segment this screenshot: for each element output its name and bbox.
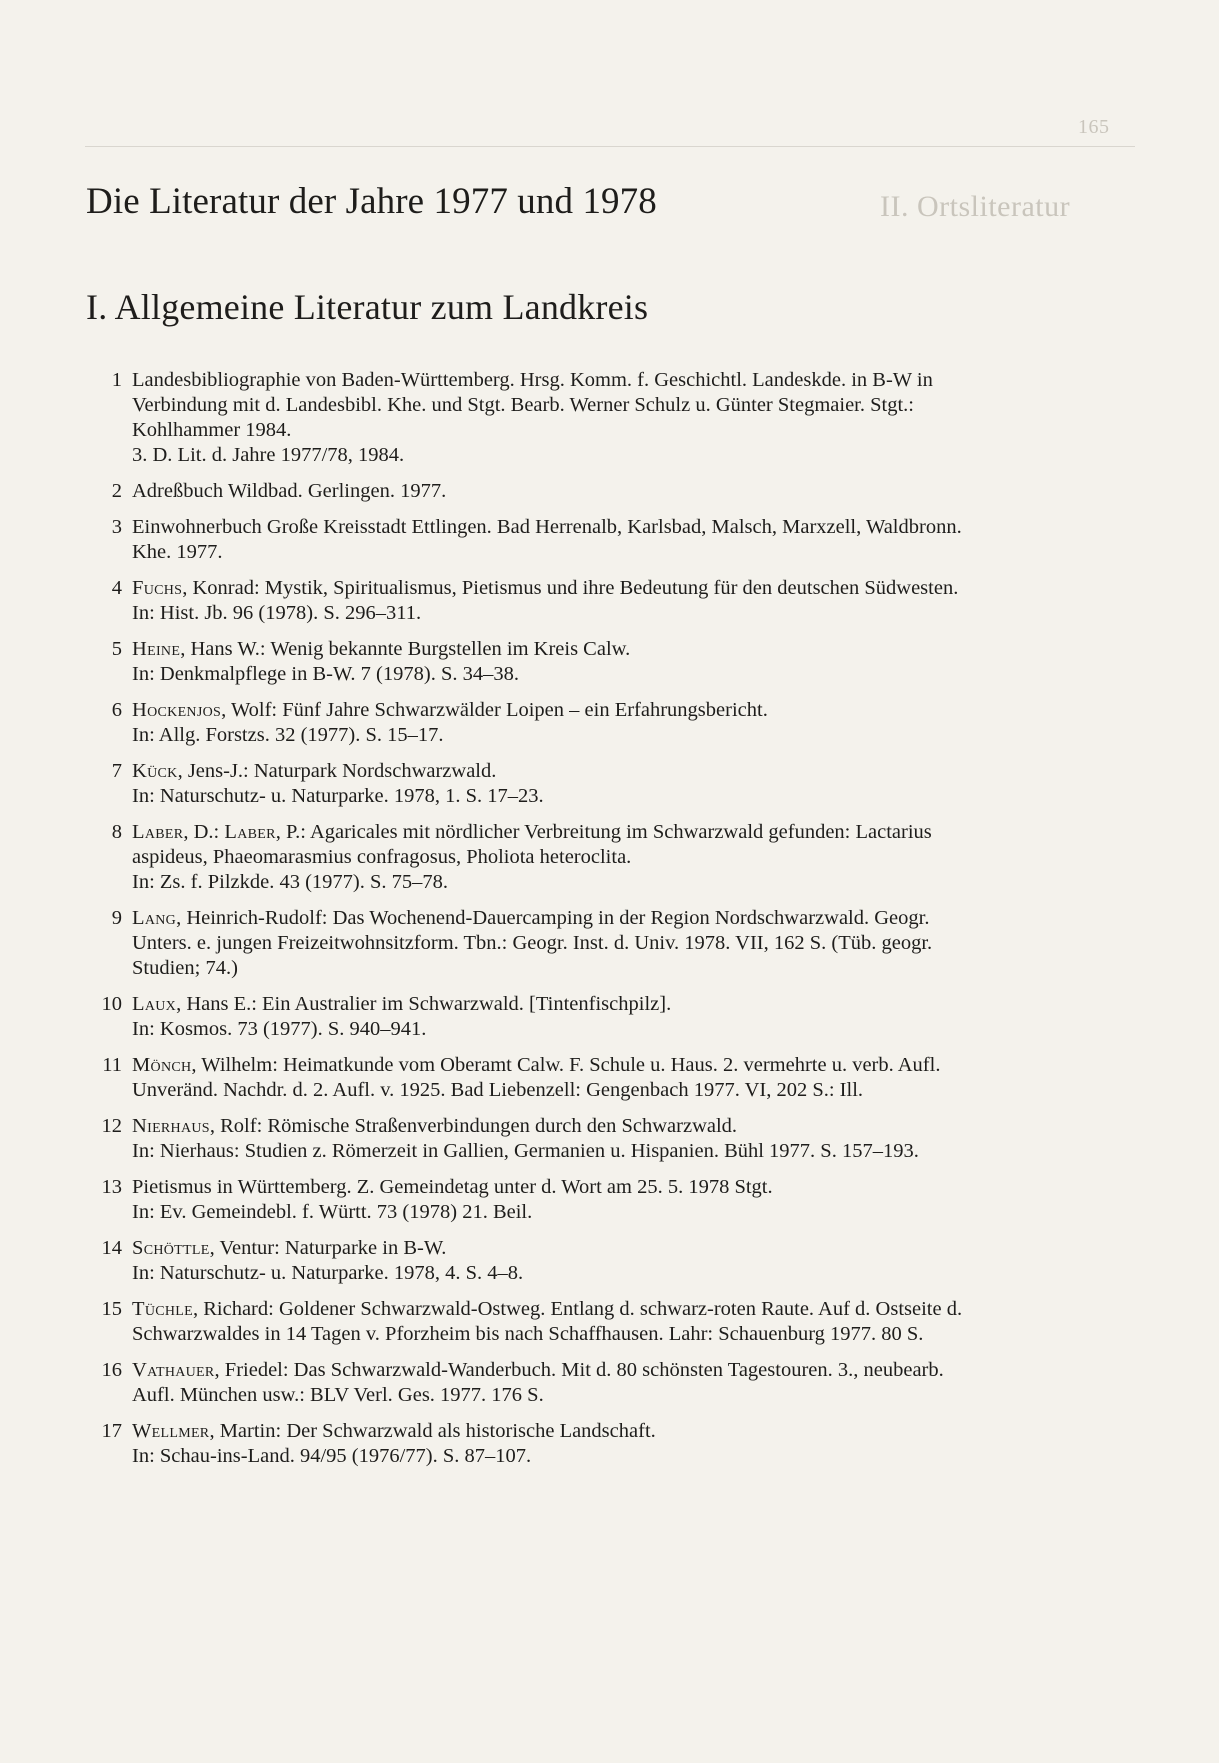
entry-line	[132, 1419, 1120, 1444]
entry-line-text: , Wilhelm: Heimatkunde vom Oberamt Calw. F. Schule u. Haus. 2. vermehrte u. verb. Aufl.	[191, 1054, 941, 1076]
bibliography-entry	[86, 1053, 1120, 1103]
page-title: Die Literatur der Jahre 1977 und 1978	[86, 181, 657, 222]
entry-text	[132, 1114, 1120, 1164]
bibliography-entry	[86, 1175, 1120, 1225]
entry-line: Landesbibliographie von Baden-Württemberg. Hrsg. Komm. f. Geschichtl. Landeskde. in B-W in	[132, 369, 933, 391]
author-surname: Nierhaus	[132, 1115, 210, 1137]
entry-number: 6	[111, 699, 122, 721]
entry-text	[132, 1236, 1120, 1286]
bibliography-entry	[86, 759, 1120, 809]
entry-number: 5	[111, 638, 122, 660]
entry-line: In: Zs. f. Pilzkde. 43 (1977). S. 75–78.	[132, 871, 449, 893]
entry-line: In: Nierhaus: Studien z. Römerzeit in Gallien, Germanien u. Hispanien. Bühl 1977. S. 157–193.	[132, 1140, 919, 1162]
bibliography-entry	[86, 820, 1120, 895]
entry-line: Unters. e. jungen Freizeitwohnsitzform. Tbn.: Geogr. Inst. d. Univ. 1978. VII, 162 S. (Tüb. geogr.	[132, 932, 933, 954]
author-surname: Kück	[132, 760, 178, 782]
entry-number: 3	[111, 516, 122, 538]
header-rule	[85, 146, 1135, 147]
bibliography-list	[86, 368, 1120, 1480]
entry-line: aspideus, Phaeomarasmius confragosus, Pholiota heteroclita.	[132, 846, 632, 868]
bibliography-entry	[86, 906, 1120, 981]
entry-number: 14	[101, 1237, 122, 1259]
section-heading: I. Allgemeine Literatur zum Landkreis	[86, 287, 649, 327]
entry-line: Studien; 74.)	[132, 957, 238, 979]
bibliography-entry	[86, 576, 1120, 626]
bibliography-entry	[86, 1419, 1120, 1469]
entry-line: Verbindung mit d. Landesbibl. Khe. und Stgt. Bearb. Werner Schulz u. Günter Stegmaier. Stgt.:	[132, 394, 914, 416]
entry-number: 15	[101, 1298, 122, 1320]
entry-text	[132, 820, 1120, 895]
author-surname: Vathauer	[132, 1359, 215, 1381]
entry-line	[132, 820, 1120, 845]
author-surname: Schöttle	[132, 1237, 210, 1259]
entry-line: In: Schau-ins-Land. 94/95 (1976/77). S. 87–107.	[132, 1445, 532, 1467]
entry-line: In: Ev. Gemeindebl. f. Württ. 73 (1978) 21. Beil.	[132, 1201, 533, 1223]
author-surname: Fuchs	[132, 577, 183, 599]
entry-line-text: , Wolf: Fünf Jahre Schwarzwälder Loipen – ein Erfahrungsbericht.	[221, 699, 768, 721]
entry-text	[132, 1419, 1120, 1469]
bleed-through-page-number: 165	[1078, 116, 1110, 138]
entry-line	[132, 759, 1120, 784]
author-surname: Tüchle	[132, 1298, 193, 1320]
entry-number: 9	[111, 907, 122, 929]
entry-number: 13	[101, 1176, 122, 1198]
bibliography-entry	[86, 1297, 1120, 1347]
entry-line	[132, 1114, 1120, 1139]
entry-line	[132, 906, 1120, 931]
author-surname: Heine	[132, 638, 181, 660]
entry-text	[132, 759, 1120, 809]
bibliography-entry	[86, 1114, 1120, 1164]
author-surname: Laber	[224, 821, 276, 843]
bibliography-entry	[86, 515, 1120, 565]
entry-text	[132, 576, 1120, 626]
entry-line-text: , Friedel: Das Schwarzwald-Wanderbuch. Mit d. 80 schönsten Tagestouren. 3., neubearb.	[214, 1359, 944, 1381]
entry-line: Einwohnerbuch Große Kreisstadt Ettlingen. Bad Herrenalb, Karlsbad, Malsch, Marxzell, Waldbronn.	[132, 516, 962, 538]
bleed-through-section-heading: II. Ortsliteratur	[880, 190, 1071, 223]
entry-text	[132, 1297, 1120, 1347]
entry-line-text: , Rolf: Römische Straßenverbindungen durch den Schwarzwald.	[209, 1115, 738, 1137]
entry-line-text: , Heinrich-Rudolf: Das Wochenend-Dauercamping in der Region Nordschwarzwald. Geogr.	[176, 907, 930, 929]
bibliography-entry	[86, 1236, 1120, 1286]
entry-number: 16	[101, 1359, 122, 1381]
entry-line-text: , P.: Agaricales mit nördlicher Verbreitung im Schwarzwald gefunden: Lactarius	[275, 821, 932, 843]
author-surname: Hockenjos	[132, 699, 222, 721]
entry-line-text: , Jens-J.: Naturpark Nordschwarzwald.	[177, 760, 497, 782]
entry-number: 17	[101, 1420, 122, 1442]
entry-text	[132, 992, 1120, 1042]
entry-line	[132, 1358, 1120, 1383]
entry-line-text: , Hans W.: Wenig bekannte Burgstellen im Kreis Calw.	[180, 638, 631, 660]
entry-line	[132, 1236, 1120, 1261]
entry-text	[132, 906, 1120, 981]
author-surname: Laux	[132, 993, 177, 1015]
entry-line: Unveränd. Nachdr. d. 2. Aufl. v. 1925. Bad Liebenzell: Gengenbach 1977. VI, 202 S.: Ill.	[132, 1079, 864, 1101]
entry-line: Schwarzwaldes in 14 Tagen v. Pforzheim bis nach Schaffhausen. Lahr: Schauenburg 1977. 80 S.	[132, 1323, 924, 1345]
entry-line: In: Denkmalpflege in B-W. 7 (1978). S. 34–38.	[132, 663, 519, 685]
entry-line-text: , Martin: Der Schwarzwald als historische Landschaft.	[209, 1420, 656, 1442]
entry-text	[132, 515, 1120, 565]
entry-line-text: , D.:	[183, 821, 225, 843]
author-surname: Laber	[132, 821, 184, 843]
entry-line: In: Hist. Jb. 96 (1978). S. 296–311.	[132, 602, 422, 624]
entry-line: Pietismus in Württemberg. Z. Gemeindetag unter d. Wort am 25. 5. 1978 Stgt.	[132, 1176, 773, 1198]
bibliography-entry	[86, 637, 1120, 687]
entry-number: 4	[111, 577, 122, 599]
entry-line	[132, 637, 1120, 662]
entry-line	[132, 1053, 1120, 1078]
entry-number: 2	[111, 480, 122, 502]
entry-line: Adreßbuch Wildbad. Gerlingen. 1977.	[132, 480, 447, 502]
entry-number: 1	[111, 369, 122, 391]
author-surname: Lang	[132, 907, 177, 929]
author-surname: Wellmer	[132, 1420, 210, 1442]
entry-line-text: , Konrad: Mystik, Spiritualismus, Pietismus und ihre Bedeutung für den deutschen Südwesten.	[182, 577, 959, 599]
entry-text	[132, 479, 1120, 504]
bibliography-entry	[86, 992, 1120, 1042]
entry-text	[132, 637, 1120, 687]
entry-number: 8	[111, 821, 122, 843]
entry-line-text: , Ventur: Naturparke in B-W.	[209, 1237, 447, 1259]
bibliography-entry	[86, 479, 1120, 504]
entry-number: 10	[101, 993, 122, 1015]
bibliography-entry	[86, 368, 1120, 468]
entry-line-text: , Richard: Goldener Schwarzwald-Ostweg. Entlang d. schwarz-roten Raute. Auf d. Ostseite d.	[192, 1298, 963, 1320]
entry-line: In: Allg. Forstzs. 32 (1977). S. 15–17.	[132, 724, 444, 746]
entry-line: Kohlhammer 1984.	[132, 419, 292, 441]
entry-number: 11	[102, 1054, 122, 1076]
entry-line: Aufl. München usw.: BLV Verl. Ges. 1977. 176 S.	[132, 1384, 544, 1406]
entry-text	[132, 698, 1120, 748]
entry-text	[132, 1175, 1120, 1225]
entry-line: In: Naturschutz- u. Naturparke. 1978, 4. S. 4–8.	[132, 1262, 524, 1284]
entry-line	[132, 576, 1120, 601]
entry-line: In: Naturschutz- u. Naturparke. 1978, 1. S. 17–23.	[132, 785, 544, 807]
entry-number: 12	[101, 1115, 122, 1137]
entry-line	[132, 698, 1120, 723]
entry-line: In: Kosmos. 73 (1977). S. 940–941.	[132, 1018, 427, 1040]
entry-line	[132, 992, 1120, 1017]
entry-line	[132, 1297, 1120, 1322]
bibliography-entry	[86, 698, 1120, 748]
entry-line: Khe. 1977.	[132, 541, 223, 563]
entry-number: 7	[111, 760, 122, 782]
entry-line-text: , Hans E.: Ein Australier im Schwarzwald. [Tintenfischpilz].	[176, 993, 672, 1015]
entry-text	[132, 368, 1120, 468]
entry-text	[132, 1053, 1120, 1103]
entry-text	[132, 1358, 1120, 1408]
bibliography-entry	[86, 1358, 1120, 1408]
entry-line: 3. D. Lit. d. Jahre 1977/78, 1984.	[132, 444, 405, 466]
author-surname: Mönch	[132, 1054, 192, 1076]
